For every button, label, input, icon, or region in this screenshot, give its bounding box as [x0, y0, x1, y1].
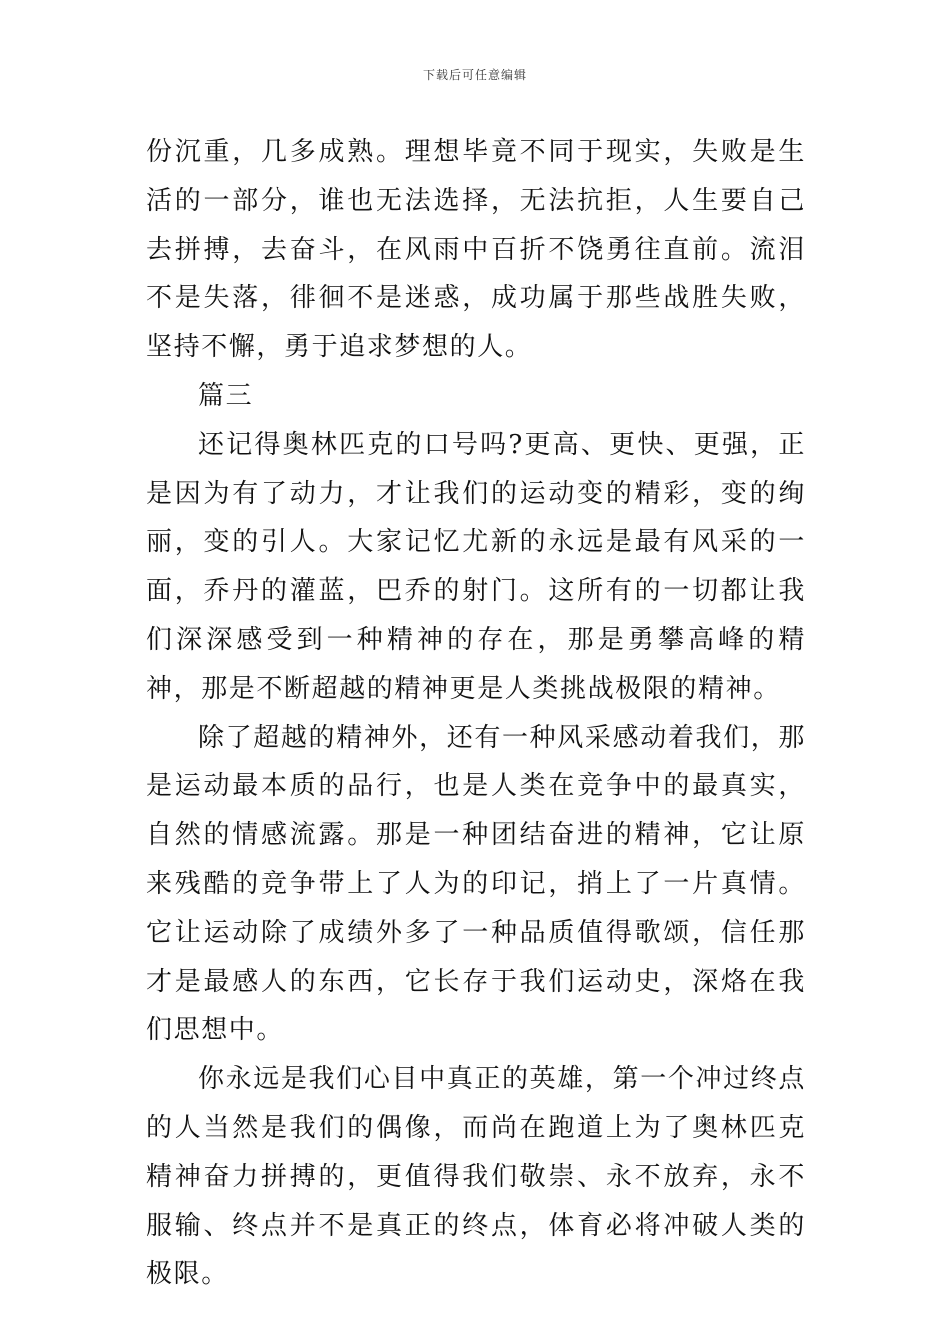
paragraph-continuation: 份沉重，几多成熟。理想毕竟不同于现实，失败是生活的一部分，谁也无法选择，无法抗拒，人生要自己去拼搏，去奋斗，在风雨中百折不饶勇往直前。流泪不是失落，徘徊不是迷惑，成功属于那些战胜失败，坚持不懈，勇于追求梦想的人。 — [146, 137, 806, 363]
page-header: 下载后可任意编辑 — [422, 68, 527, 82]
paragraph-true-hero: 你永远是我们心目中真正的英雄，第一个冲过终点的人当然是我们的偶像，而尚在跑道上为了奥林匹克精神奋力拼搏的，更值得我们敬崇、永不放弃，永不服输、终点并不是真正的终点，体育必将冲破人类的极限。 — [146, 1064, 806, 1290]
section-title: 篇三 — [198, 380, 254, 411]
paragraph-olympic-motto: 还记得奥林匹克的口号吗?更高、更快、更强，正是因为有了动力，才让我们的运动变的精彩，变的绚丽，变的引人。大家记忆尤新的永远是最有风采的一面，乔丹的灌蓝，巴乔的射门。这所有的一切都让我们深深感受到一种精神的存在，那是勇攀高峰的精神，那是不断超越的精神更是人类挑战极限的精神。 — [146, 429, 806, 704]
paragraph-team-spirit: 除了超越的精神外，还有一种风采感动着我们，那是运动最本质的品行，也是人类在竞争中的最真实，自然的情感流露。那是一种团结奋进的精神，它让原来残酷的竞争带上了人为的印记，捎上了一片真情。它让运动除了成绩外多了一种品质值得歌颂，信任那才是最感人的东西，它长存于我们运动史，深烙在我们思想中。 — [146, 722, 806, 1046]
document-body — [146, 128, 806, 1299]
